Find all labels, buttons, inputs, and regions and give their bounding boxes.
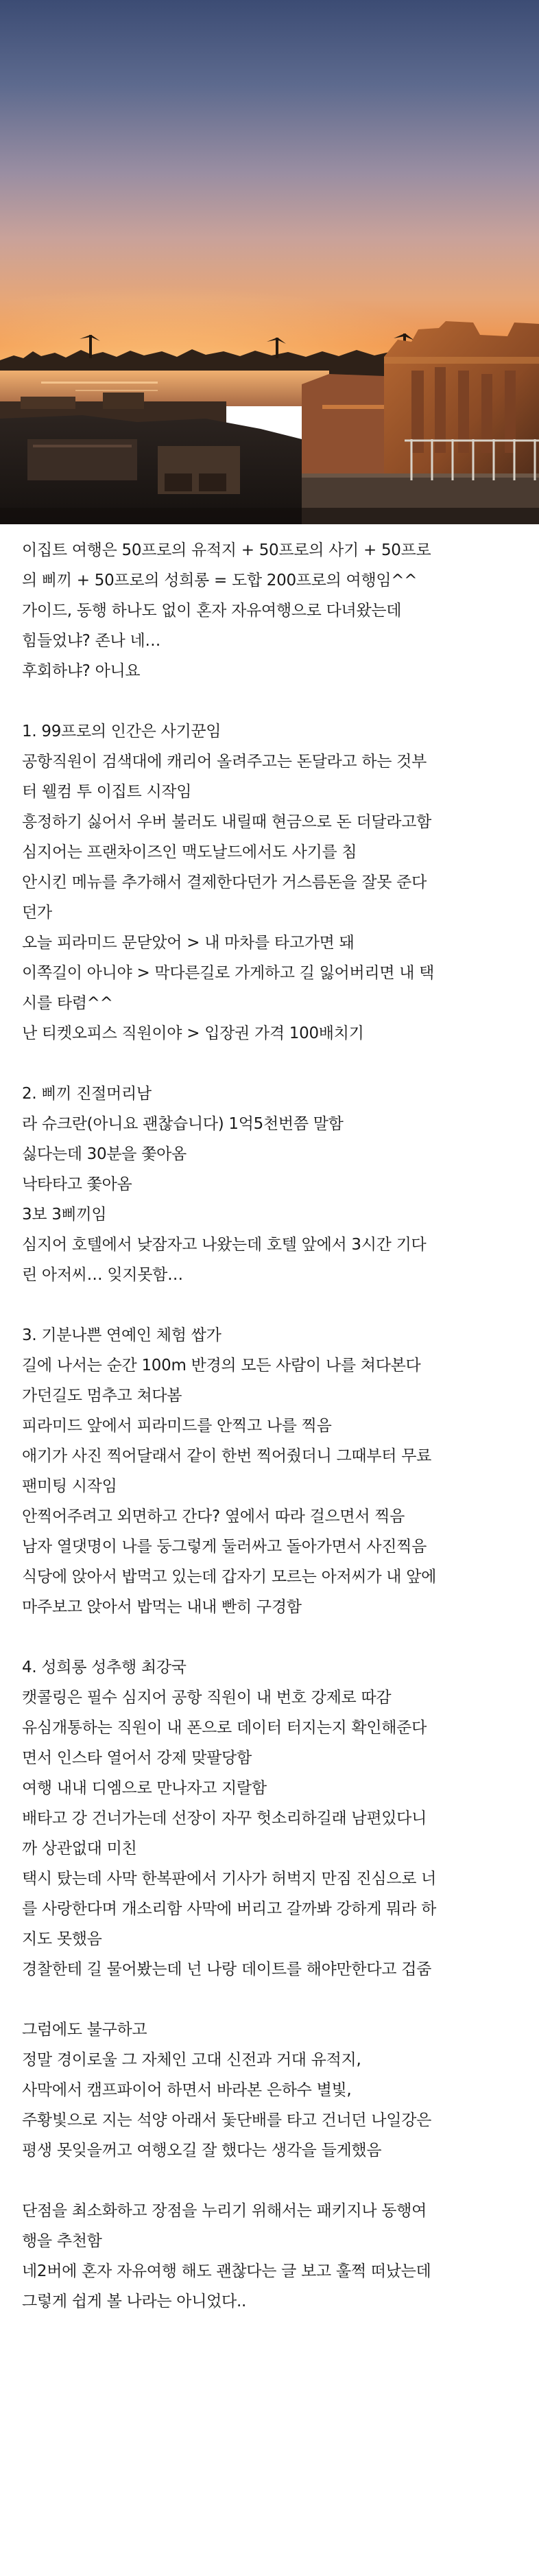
post-line: 난 티켓오피스 직원이야 > 입장권 가격 100배치기 xyxy=(22,1024,364,1042)
paragraph-gap xyxy=(22,2166,517,2196)
post-line: 후회하냐? 아니요 xyxy=(22,662,141,680)
paragraph-gap xyxy=(22,1049,517,1079)
post-line: 평생 못잊을꺼고 여행오길 잘 했다는 생각을 들게했음 xyxy=(22,2142,382,2159)
post-line: 식당에 앉아서 밥먹고 있는데 갑자기 모르는 아저씨가 내 앞에 xyxy=(22,1568,437,1586)
post-line: 시를 타렴^^ xyxy=(22,994,113,1012)
post-line: 안찍어주려고 외면하고 간다? 옆에서 따라 걸으면서 찍음 xyxy=(22,1508,405,1525)
paragraph-gap xyxy=(22,1984,517,2015)
post-line: 유심개통하는 직원이 내 폰으로 데이터 터지는지 확인해준다 xyxy=(22,1719,427,1737)
post-line: 심지어 호텔에서 낮잠자고 나왔는데 호텔 앞에서 3시간 기다 xyxy=(22,1236,427,1254)
post-line: 피라미드 앞에서 피라미드를 안찍고 나를 찍음 xyxy=(22,1417,332,1435)
post-line: 3보 3삐끼임 xyxy=(22,1206,107,1223)
post-line: 남자 열댓명이 나를 둥그렇게 둘러싸고 돌아가면서 사진찍음 xyxy=(22,1538,427,1556)
paragraph-gap xyxy=(22,1622,517,1652)
post-line: 3. 기분나쁜 연예인 체험 쌉가 xyxy=(22,1326,221,1344)
post-line: 이집트 여행은 50프로의 유적지 + 50프로의 사기 + 50프로 xyxy=(22,541,431,559)
post-line: 2. 삐끼 진절머리남 xyxy=(22,1085,152,1103)
post-line: 의 삐끼 + 50프로의 성희롱 = 도합 200프로의 여행임^^ xyxy=(22,572,418,589)
post-line: 안시킨 메뉴를 추가해서 결제한다던가 거스름돈을 잘못 준다 xyxy=(22,874,427,891)
post-line: 터 웰컴 투 이집트 시작임 xyxy=(22,783,192,801)
post-line: 오늘 피라미드 문닫았어 > 내 마차를 타고가면 돼 xyxy=(22,934,355,952)
post-line: 이쪽길이 아니야 > 막다른길로 가게하고 길 잃어버리면 내 택 xyxy=(22,964,435,982)
post-line: 흥정하기 싫어서 우버 불러도 내릴때 현금으로 돈 더달라고함 xyxy=(22,813,432,831)
post-line: 심지어는 프랜차이즈인 맥도날드에서도 사기를 침 xyxy=(22,843,357,861)
post-line: 단점을 최소화하고 장점을 누리기 위해서는 패키지나 동행여 xyxy=(22,2202,427,2220)
post-line: 1. 99프로의 인간은 사기꾼임 xyxy=(22,723,221,740)
post-line: 행을 추천함 xyxy=(22,2232,102,2250)
post-line: 경찰한테 길 물어봤는데 넌 나랑 데이트를 해야만한다고 겁줌 xyxy=(22,1960,432,1978)
post-line: 사막에서 캠프파이어 하면서 바라본 은하수 별빛, xyxy=(22,2081,352,2099)
post-line: 힘들었냐? 존나 네… xyxy=(22,632,161,650)
post-line: 던가 xyxy=(22,904,52,922)
paragraph-gap xyxy=(22,1290,517,1320)
post-line: 낙타타고 쫓아옴 xyxy=(22,1175,132,1193)
post-line: 길에 나서는 순간 100m 반경의 모든 사람이 나를 쳐다본다 xyxy=(22,1357,421,1374)
post-body xyxy=(22,524,517,2317)
post-line: 택시 탔는데 사막 한복판에서 기사가 허벅지 만짐 진심으로 너 xyxy=(22,1870,437,1888)
post-line: 네2버에 혼자 자유여행 해도 괜찮다는 글 보고 훌쩍 떠났는데 xyxy=(22,2262,431,2280)
sunset-nile-photo xyxy=(0,0,539,524)
post-line: 팬미팅 시작임 xyxy=(22,1477,117,1495)
post-line: 주황빛으로 지는 석양 아래서 돛단배를 타고 건너던 나일강은 xyxy=(22,2111,432,2129)
post-line: 여행 내내 디엠으로 만나자고 지랄함 xyxy=(22,1779,267,1797)
post-line: 라 슈크란(아니요 괜찮습니다) 1억5천번쯤 말함 xyxy=(22,1115,344,1133)
post-line: 싫다는데 30분을 쫓아옴 xyxy=(22,1145,187,1163)
post-line: 애기가 사진 찍어달래서 같이 한번 찍어줬더니 그때부터 무료 xyxy=(22,1447,432,1465)
post-line: 지도 못했음 xyxy=(22,1930,102,1948)
post-line: 가던길도 멈추고 쳐다봄 xyxy=(22,1387,182,1405)
paragraph-gap xyxy=(22,686,517,716)
post-line: 그렇게 쉽게 볼 나라는 아니었다.. xyxy=(22,2293,247,2310)
post-line: 정말 경이로울 그 자체인 고대 신전과 거대 유적지, xyxy=(22,2051,361,2069)
post-line: 면서 인스타 열어서 강제 맞팔당함 xyxy=(22,1749,252,1767)
post-line: 그럼에도 불구하고 xyxy=(22,2021,147,2039)
post-line: 를 사랑한다며 개소리함 사막에 버리고 갈까봐 강하게 뭐라 하 xyxy=(22,1900,437,1918)
post-line: 린 아저씨… 잊지못함… xyxy=(22,1266,183,1284)
post-line: 배타고 강 건너가는데 선장이 자꾸 헛소리하길래 남편있다니 xyxy=(22,1810,427,1827)
post-line: 공항직원이 검색대에 캐리어 올려주고는 돈달라고 하는 것부 xyxy=(22,753,427,771)
post-line: 까 상관없대 미친 xyxy=(22,1840,137,1858)
post-line: 4. 성희롱 성추행 최강국 xyxy=(22,1659,187,1676)
post-line: 캣콜링은 필수 심지어 공항 직원이 내 번호 강제로 따감 xyxy=(22,1689,392,1707)
post-line: 마주보고 앉아서 밥먹는 내내 빤히 구경함 xyxy=(22,1598,302,1616)
post-line: 가이드, 동행 하나도 없이 혼자 자유여행으로 다녀왔는데 xyxy=(22,602,402,620)
